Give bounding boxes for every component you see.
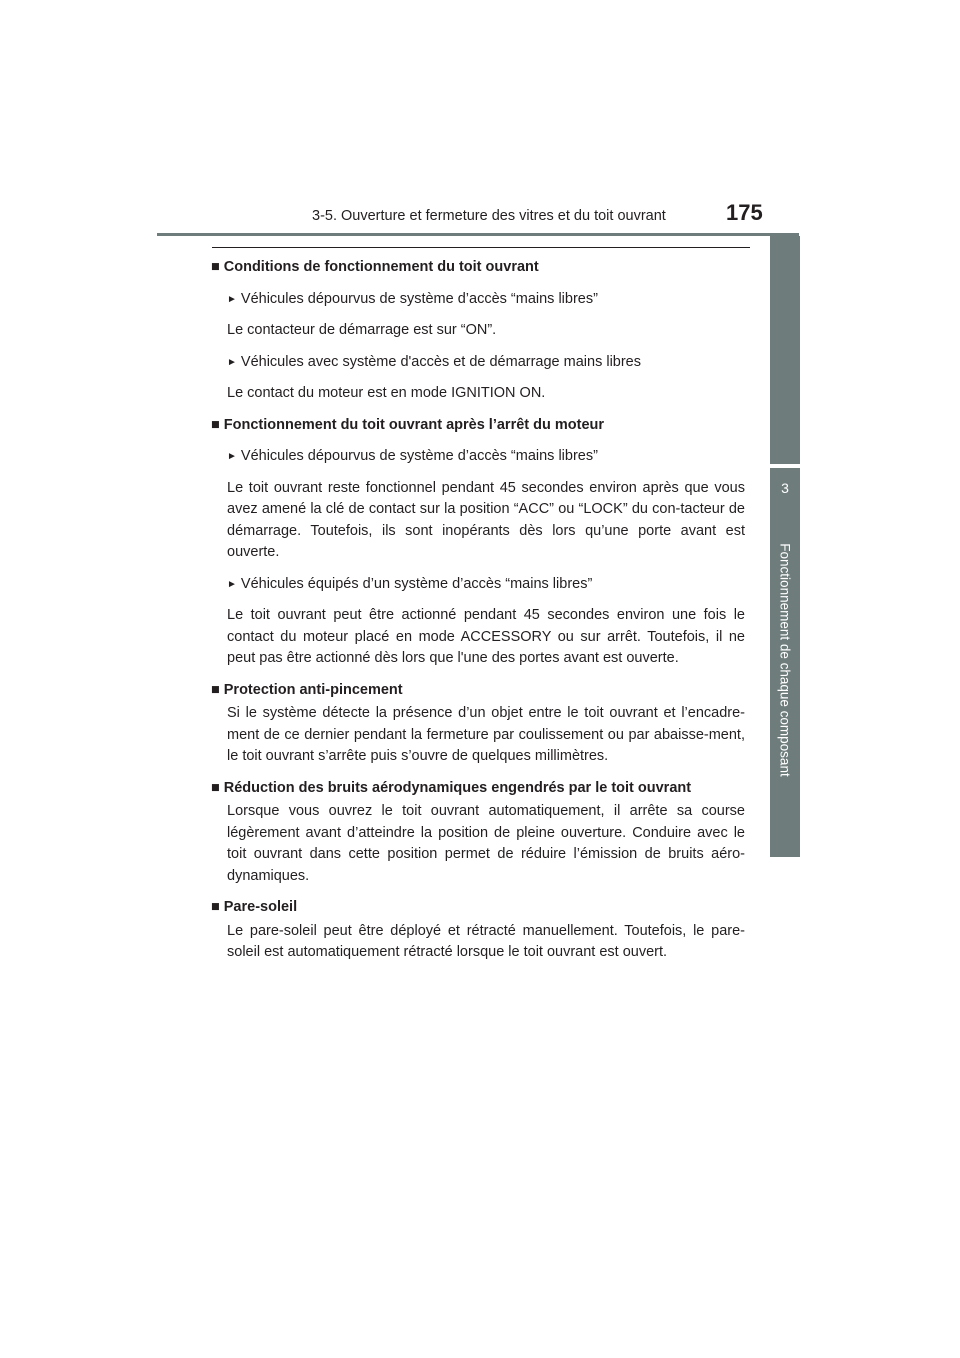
vehicle-condition: ► Véhicules avec système d'accès et de démarrage mains libres xyxy=(227,353,642,370)
square-bullet-icon: ■ xyxy=(211,779,220,796)
section-sunshade xyxy=(211,897,745,964)
square-bullet-icon: ■ xyxy=(211,681,220,698)
paragraph: Le toit ouvrant peut être actionné pendant 45 secondes environ une fois le contact du moteur placé en mode ACCESSORY ou sur arrêt. Toutefois, il ne peut pas être actionné dès lors que l'une des portes avant est ouverte. xyxy=(227,607,745,666)
paragraph: Lorsque vous ouvrez le toit ouvrant automatiquement, il arrête sa course légèrement avant d’atteindre la position de pleine ouverture. Conduire avec le toit ouvrant dans cette position permet de réduire l’émission de bruits aéro-dynamiques. xyxy=(227,803,745,884)
chapter-title: Fonctionnement de chaque composant xyxy=(777,543,793,777)
square-bullet-icon: ■ xyxy=(211,899,220,915)
section-title: 3-5. Ouverture et fermeture des vitres et du toit ouvrant xyxy=(312,208,666,224)
section-operating-conditions xyxy=(211,257,745,405)
paragraph: Le toit ouvrant reste fonctionnel pendant 45 secondes environ après que vous avez amené la clé de contact sur la position “ACC” ou “LOCK” du con-tacteur de démarrage. Toutefois, ils sont inopérants dès lors qu’une porte avant est ouverte. xyxy=(227,479,745,560)
paragraph: Si le système détecte la présence d’un objet entre le toit ouvrant et l’encadre-ment de ce dernier pendant la fermeture par coulissement ou par abaisse-ment, le toit ouvrant s’arrête puis s’ouvre de quelques millimètres. xyxy=(227,705,745,764)
triangle-right-icon: ► xyxy=(227,451,237,462)
vehicle-condition: ► Véhicules dépourvus de système d’accès “mains libres” xyxy=(227,448,598,464)
section-heading: ■ Conditions de fonctionnement du toit ouvrant xyxy=(211,259,539,275)
vehicle-condition: ► Véhicules dépourvus de système d’accès “mains libres” xyxy=(227,290,598,307)
chapter-number: 3 xyxy=(781,480,789,496)
paragraph: Le pare-soleil peut être déployé et rétracté manuellement. Toutefois, le pare-soleil est automatiquement rétracté lorsque le toit ouvrant est ouvert. xyxy=(227,922,745,960)
page-content xyxy=(211,257,745,974)
header-rule xyxy=(157,233,799,236)
section-anti-pinch xyxy=(211,680,745,768)
section-heading: ■ Fonctionnement du toit ouvrant après l’arrêt du moteur xyxy=(211,416,605,433)
paragraph: Le contacteur de démarrage est sur “ON”. xyxy=(227,322,497,338)
page-number: 175 xyxy=(726,200,763,225)
side-tab-upper xyxy=(770,236,800,464)
section-heading: ■ Protection anti-pincement xyxy=(211,681,403,698)
section-heading: ■ Réduction des bruits aérodynamiques engendrés par le toit ouvrant xyxy=(211,779,692,796)
section-after-engine-stop xyxy=(211,415,745,670)
square-bullet-icon: ■ xyxy=(211,416,220,433)
section-wind-noise xyxy=(211,778,745,888)
vehicle-condition: ► Véhicules équipés d’un système d’accès “mains libres” xyxy=(227,575,593,592)
triangle-right-icon: ► xyxy=(227,293,237,305)
paragraph: Le contact du moteur est en mode IGNITION ON. xyxy=(227,385,546,401)
triangle-right-icon: ► xyxy=(227,578,237,590)
section-heading: ■ Pare-soleil xyxy=(211,899,298,915)
square-bullet-icon: ■ xyxy=(211,259,220,275)
content-rule xyxy=(212,247,750,248)
triangle-right-icon: ► xyxy=(227,356,237,368)
